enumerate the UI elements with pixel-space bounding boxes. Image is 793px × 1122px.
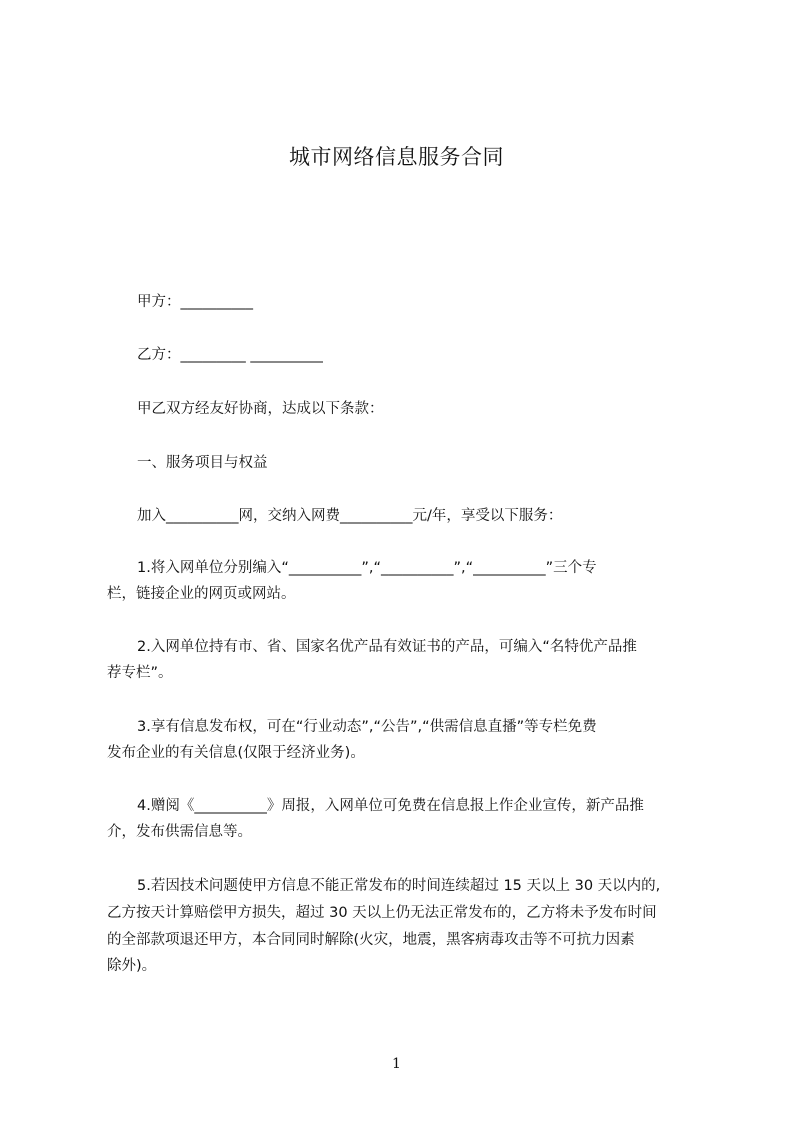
section1-heading: 一、服务项目与权益 — [137, 455, 268, 471]
item3-line1: 3.享有信息发布权，可在“行业动态”,“公告”,“供需信息直播”等专栏免费 — [137, 719, 597, 735]
party-b-line: 乙方：_________ __________ — [137, 347, 323, 363]
item2-line1: 2.入网单位持有市、省、国家名优产品有效证书的产品，可编入“名特优产品推 — [137, 639, 637, 655]
item1-line2: 栏，链接企业的网页或网站。 — [107, 586, 296, 602]
item5-line2: 乙方按天计算赔偿甲方损失，超过 30 天以上仍无法正常发布的，乙方将未予发布时间 — [107, 905, 657, 921]
page-number: 1 — [392, 1056, 401, 1072]
document-title: 城市网络信息服务合同 — [289, 145, 504, 169]
preamble-text: 甲乙双方经友好协商，达成以下条款： — [137, 401, 384, 417]
item5-line1: 5.若因技术问题使甲方信息不能正常发布的时间连续超过 15 天以上 30 天以内的, — [137, 878, 661, 894]
item2-line2: 荐专栏”。 — [107, 665, 173, 681]
section1-intro: 加入__________网，交纳入网费__________元/年，享受以下服务： — [137, 508, 563, 524]
party-a-line: 甲方：__________ — [137, 294, 253, 310]
item5-line3: 的全部款项退还甲方，本合同同时解除(火灾，地震，黑客病毒攻击等不可抗力因素 — [107, 932, 635, 948]
item1-line1: 1.将入网单位分别编入“__________”,“__________”,“__________”三个专 — [137, 560, 597, 576]
item4-line1: 4.赠阅《__________》周报，入网单位可免费在信息报上作企业宣传，新产品推 — [137, 798, 644, 814]
item3-line2: 发布企业的有关信息(仅限于经济业务)。 — [107, 745, 365, 761]
item5-line4: 除外)。 — [107, 958, 157, 974]
item4-line2: 介，发布供需信息等。 — [107, 824, 252, 840]
